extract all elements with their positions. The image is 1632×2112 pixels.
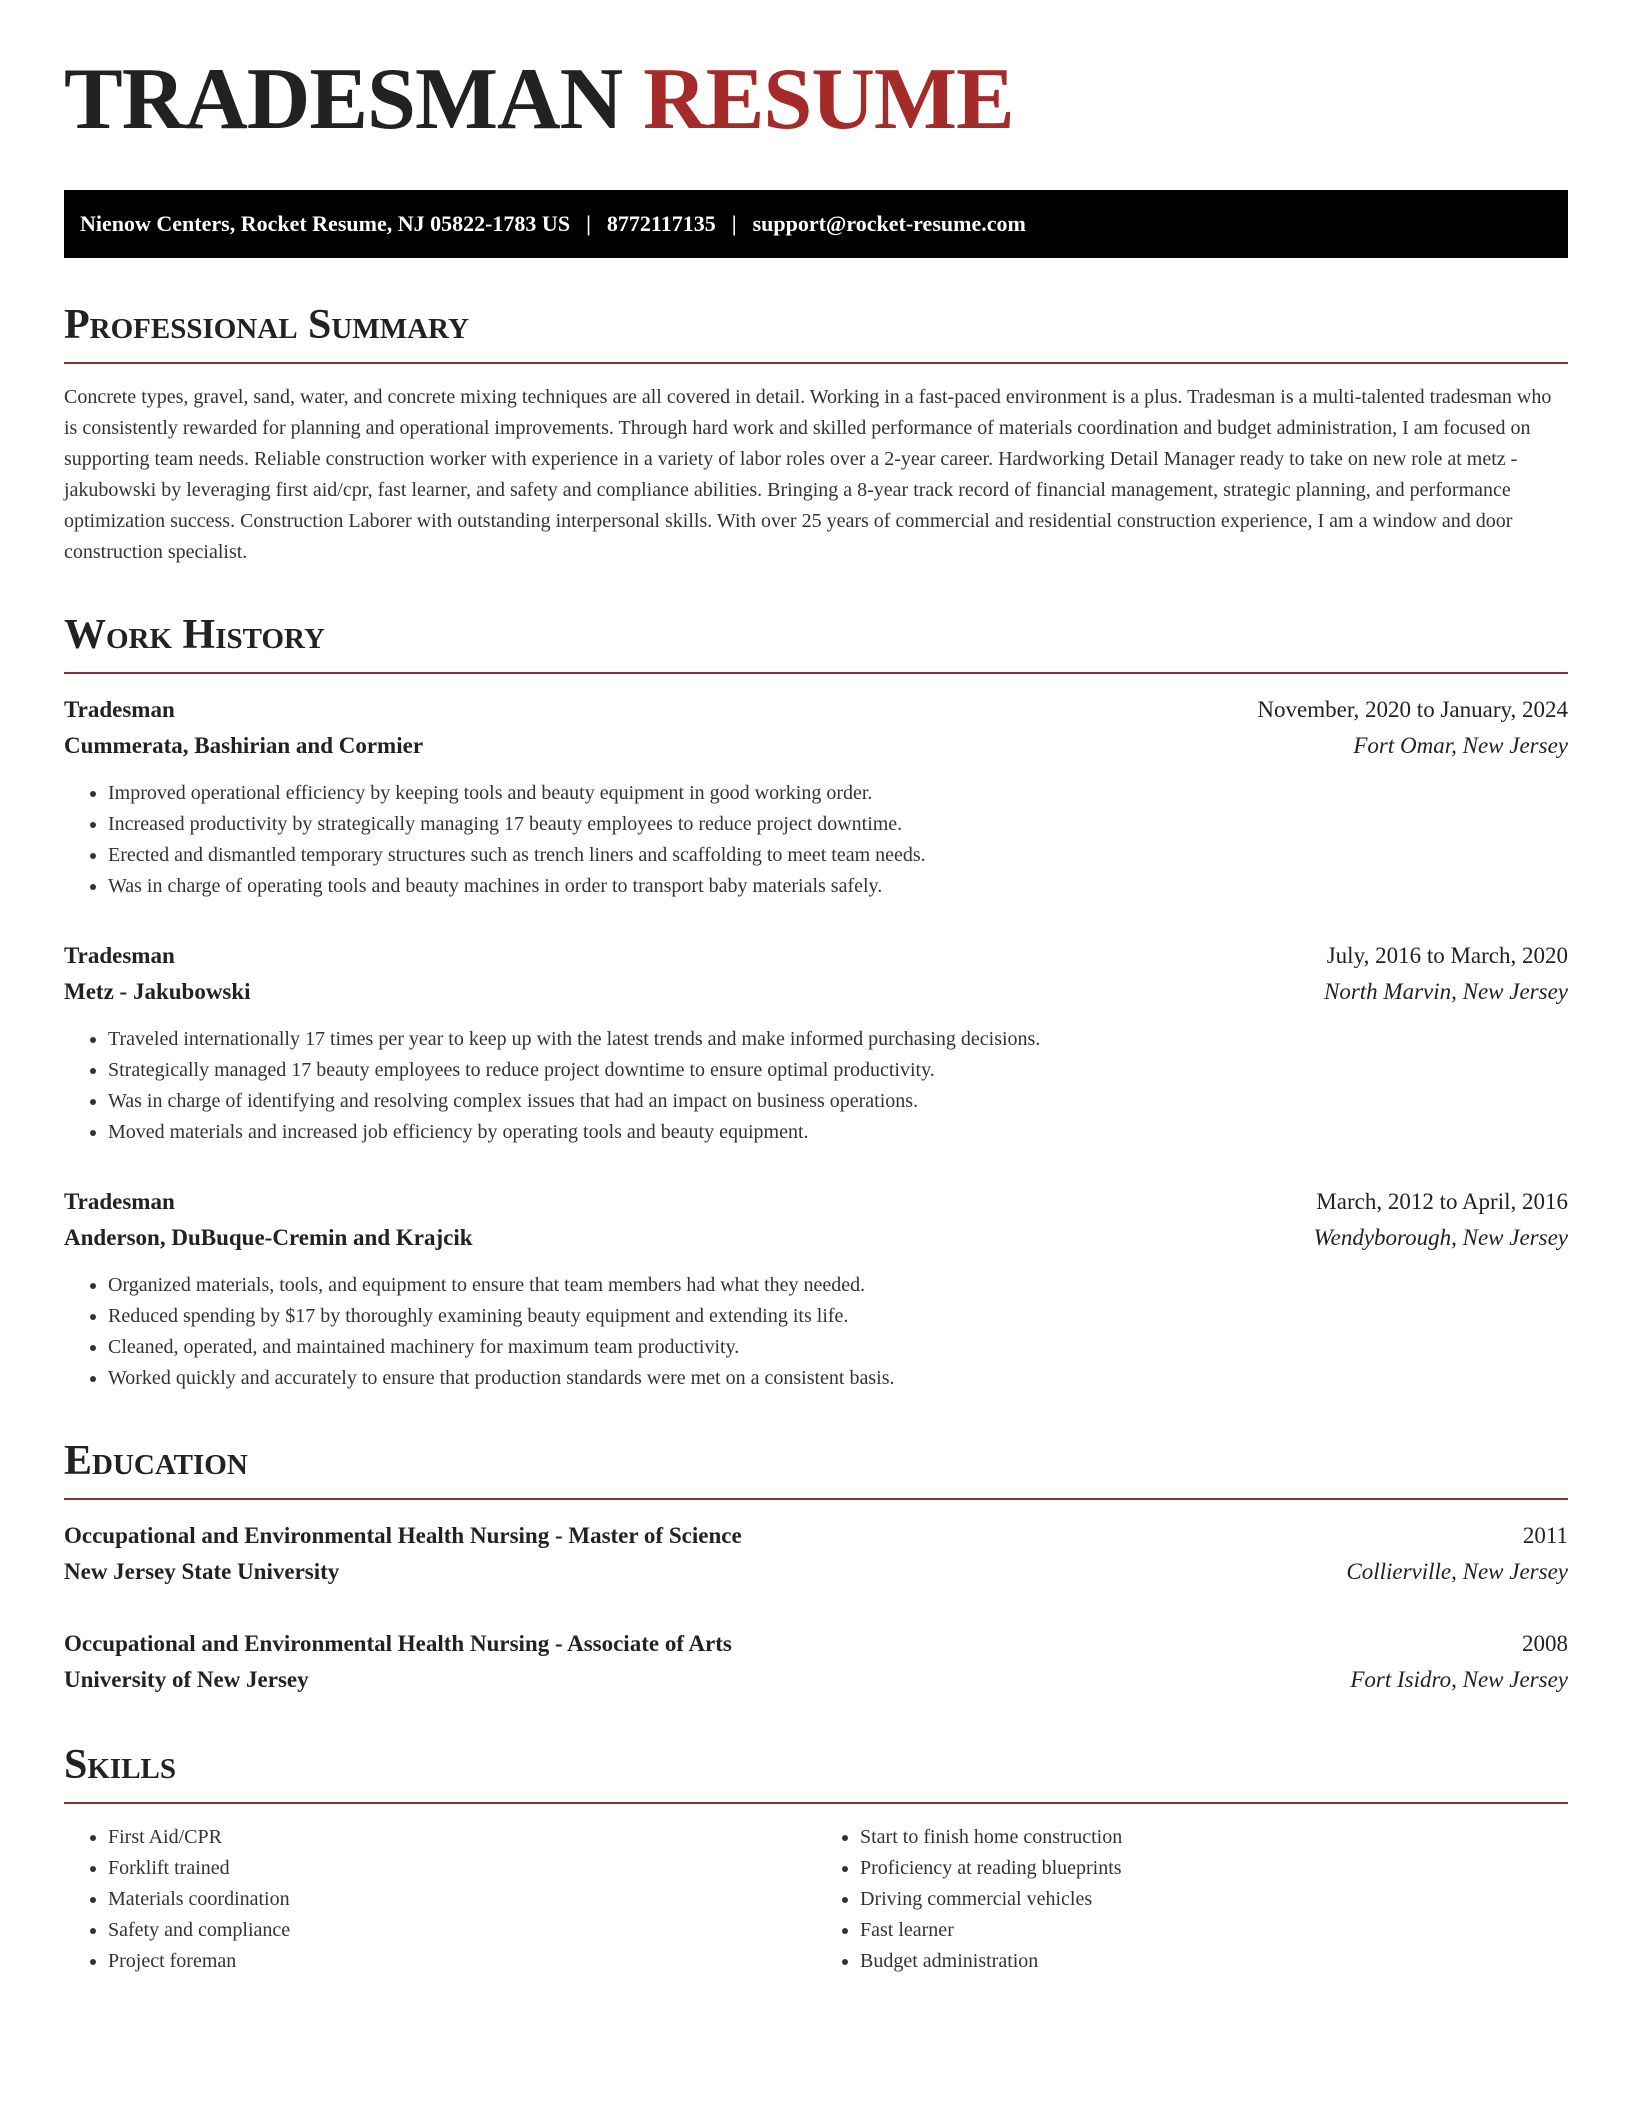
skill-item: • Materials coordination (108, 1884, 816, 1915)
section-divider (64, 1802, 1568, 1804)
job-company: Anderson, DuBuque-Cremin and Krajcik (64, 1225, 473, 1250)
section-divider (64, 1498, 1568, 1500)
education-heading: Education (64, 1438, 248, 1484)
job-header-row (64, 1184, 1568, 1220)
contact-address: Nienow Centers, Rocket Resume, NJ 05822-1783 US (80, 211, 571, 236)
skills-section (64, 1744, 1568, 1977)
job-location: Fort Omar, New Jersey (1353, 733, 1568, 758)
job-title: Tradesman (64, 943, 175, 968)
education-location: Fort Isidro, New Jersey (1350, 1667, 1568, 1692)
job-bullets (64, 778, 1568, 902)
section-divider (64, 672, 1568, 674)
resume-title-last: RESUME (643, 51, 1014, 148)
job-entry (64, 692, 1568, 902)
resume-title-first: TRADESMAN (64, 51, 623, 148)
education-year: 2008 (1522, 1631, 1568, 1656)
job-company-row (64, 974, 1568, 1010)
job-entry (64, 938, 1568, 1148)
skills-list-left (64, 1822, 816, 1977)
skill-item: • Forklift trained (108, 1853, 816, 1884)
skills-columns (64, 1822, 1568, 1977)
job-header-row (64, 938, 1568, 974)
education-school: University of New Jersey (64, 1667, 309, 1692)
education-school-row (64, 1554, 1568, 1590)
job-location: Wendyborough, New Jersey (1313, 1225, 1568, 1250)
job-bullet: • Was in charge of operating tools and beauty machines in order to transport baby materials safely. (108, 871, 1568, 902)
job-location: North Marvin, New Jersey (1323, 979, 1568, 1004)
job-company-row (64, 728, 1568, 764)
work-history-section (64, 614, 1568, 1394)
job-bullets (64, 1270, 1568, 1394)
education-entry (64, 1518, 1568, 1590)
job-title: Tradesman (64, 1189, 175, 1214)
job-bullet: • Increased productivity by strategically managing 17 beauty employees to reduce project downtime. (108, 809, 1568, 840)
contact-bar (64, 190, 1568, 258)
job-bullet: • Strategically managed 17 beauty employees to reduce project downtime to ensure optimal productivity. (108, 1055, 1568, 1086)
skill-item: • Budget administration (860, 1946, 1568, 1977)
job-title: Tradesman (64, 697, 175, 722)
summary-heading: Professional Summary (64, 302, 469, 348)
skill-item: • Start to finish home construction (860, 1822, 1568, 1853)
education-section (64, 1440, 1568, 1698)
education-school: New Jersey State University (64, 1559, 340, 1584)
job-dates: July, 2016 to March, 2020 (1326, 943, 1568, 968)
job-header-row (64, 692, 1568, 728)
skill-item: • First Aid/CPR (108, 1822, 816, 1853)
contact-email: support@rocket-resume.com (752, 211, 1026, 236)
education-location: Collierville, New Jersey (1346, 1559, 1568, 1584)
summary-section (64, 304, 1568, 568)
job-dates: March, 2012 to April, 2016 (1316, 1189, 1568, 1214)
job-bullet: • Organized materials, tools, and equipment to ensure that team members had what they needed. (108, 1270, 1568, 1301)
education-year: 2011 (1522, 1523, 1568, 1548)
section-divider (64, 362, 1568, 364)
skill-item: • Project foreman (108, 1946, 816, 1977)
job-company: Cummerata, Bashirian and Cormier (64, 733, 424, 758)
summary-text: Concrete types, gravel, sand, water, and concrete mixing techniques are all covered in detail. Working in a fast-paced environment is a plus. Tradesman is a multi-talented tradesman who is consistently rewarded for planning and operational improvements. Through hard work and skilled performance of materials coordination and budget administration, I am focused on supporting team needs. Reliable construction worker with experience in a variety of labor roles over a 2-year career. Hardworking Detail Manager ready to take on new role at metz - jakubowski by leveraging first aid/cpr, fast learner, and safety and compliance abilities. Bringing a 8-year track record of financial management, strategic planning, and performance optimization success. Construction Laborer with outstanding interpersonal skills. With over 25 years of commercial and residential construction experience, I am a window and door construction specialist. (64, 386, 1552, 563)
skills-list-right (816, 1822, 1568, 1977)
job-bullet: • Was in charge of identifying and resolving complex issues that had an impact on business operations. (108, 1086, 1568, 1117)
job-dates: November, 2020 to January, 2024 (1257, 697, 1568, 722)
skill-item: • Fast learner (860, 1915, 1568, 1946)
job-company-row (64, 1220, 1568, 1256)
education-school-row (64, 1662, 1568, 1698)
contact-phone: 8772117135 (606, 211, 716, 236)
job-bullet: • Cleaned, operated, and maintained machinery for maximum team productivity. (108, 1332, 1568, 1363)
skills-heading: Skills (64, 1742, 177, 1788)
skill-item: • Safety and compliance (108, 1915, 816, 1946)
job-company: Metz - Jakubowski (64, 979, 251, 1004)
work-history-heading: Work History (64, 612, 325, 658)
education-degree: Occupational and Environmental Health Nursing - Associate of Arts (64, 1631, 732, 1656)
job-bullet: • Reduced spending by $17 by thoroughly examining beauty equipment and extending its life. (108, 1301, 1568, 1332)
job-bullets (64, 1024, 1568, 1148)
skill-item: • Proficiency at reading blueprints (860, 1853, 1568, 1884)
job-bullet: • Improved operational efficiency by keeping tools and beauty equipment in good working order. (108, 778, 1568, 809)
job-bullet: • Traveled internationally 17 times per year to keep up with the latest trends and make informed purchasing decisions. (108, 1024, 1568, 1055)
contact-separator: | (586, 211, 591, 236)
job-bullet: • Erected and dismantled temporary structures such as trench liners and scaffolding to meet team needs. (108, 840, 1568, 871)
education-header-row (64, 1518, 1568, 1554)
resume-title (64, 51, 1568, 148)
education-entry (64, 1626, 1568, 1698)
job-bullet: • Worked quickly and accurately to ensure that production standards were met on a consistent basis. (108, 1363, 1568, 1394)
skill-item: • Driving commercial vehicles (860, 1884, 1568, 1915)
education-header-row (64, 1626, 1568, 1662)
job-bullet: • Moved materials and increased job efficiency by operating tools and beauty equipment. (108, 1117, 1568, 1148)
contact-separator: | (731, 211, 737, 236)
education-degree: Occupational and Environmental Health Nursing - Master of Science (64, 1523, 742, 1548)
job-entry (64, 1184, 1568, 1394)
